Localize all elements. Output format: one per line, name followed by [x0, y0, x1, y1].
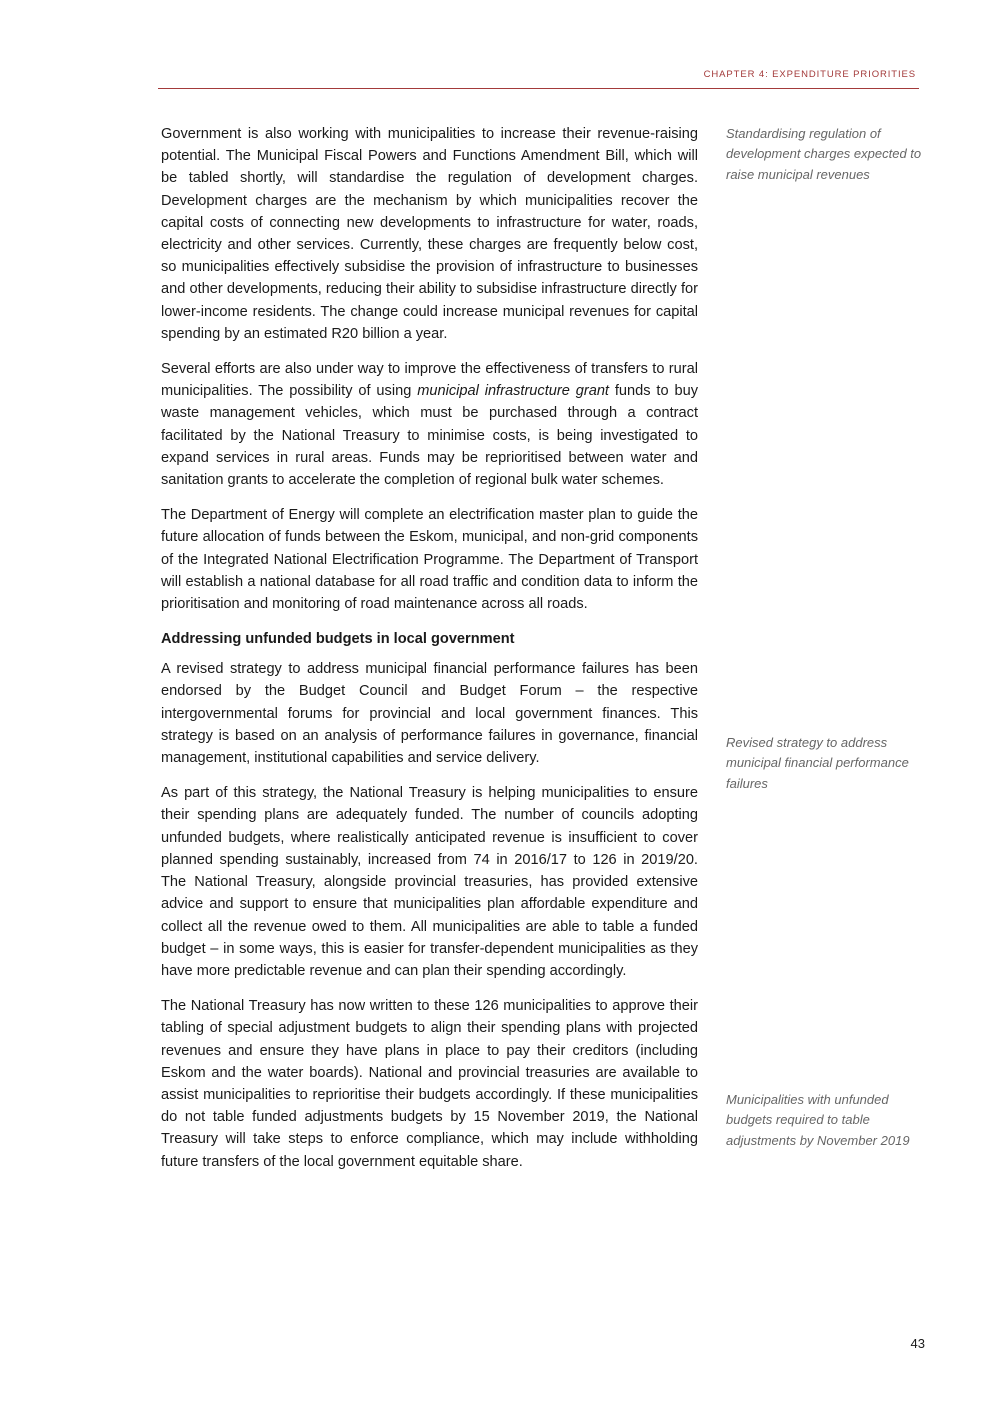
- main-column: [161, 123, 698, 1186]
- paragraph-rural-transfers: [161, 358, 698, 491]
- section-heading: Addressing unfunded budgets in local government: [161, 631, 515, 648]
- paragraph-unfunded-budgets: As part of this strategy, the National Treasury is helping municipalities to ensure their spending plans are adequately funded. The number of councils adopting unfunded budgets, where realistically anticipated revenue is insufficient to cover planned spending sustainably, increased from 74 in 2016/17 to 126 in 2019/20. The National Treasury, alongside provincial treasuries, has provided extensive advice and support to ensure that municipalities plan affordable expenditure and collect all the revenue owed to them. All municipalities are able to table a funded budget – in some ways, this is easier for transfer-dependent municipalities as they have more predictable revenue and can plan their spending accordingly.: [161, 785, 698, 979]
- paragraph-development-charges: Government is also working with municipalities to increase their revenue-raising potential. The Municipal Fiscal Powers and Functions Amendment Bill, which will be tabled shortly, will standardise the regulation of development charges. Development charges are the mechanism by which municipalities recover the capital costs of connecting new developments to infrastructure for water, roads, electricity and other services. Currently, these charges are frequently below cost, so municipalities effectively subsidise the provision of infrastructure to businesses and other developments, reducing their ability to subsidise infrastructure directly for lower-income residents. The change could increase municipal revenues for capital spending by an estimated R20 billion a year.: [161, 126, 698, 342]
- running-head: CHAPTER 4: EXPENDITURE PRIORITIES: [703, 69, 916, 80]
- paragraph-rural-transfers-text-2: funds to buy waste management vehicles, which must be purchased through a contract facilitated by the National Treasury to minimise costs, is being investigated to expand services in rural areas. Funds may be reprioritised between water and sanitation grants to accelerate the completion of regional bulk water schemes.: [161, 383, 698, 489]
- sidenote-unfunded-budgets: Municipalities with unfunded budgets required to table adjustments by November 2019: [726, 1092, 910, 1148]
- grant-name-italic: municipal infrastructure grant: [417, 383, 609, 400]
- paragraph-rural-transfers-text-1: Several efforts are also under way to improve the effectiveness of transfers to rural municipalities. The possibility of using: [161, 361, 698, 400]
- paragraph-adjustment-budgets: The National Treasury has now written to these 126 municipalities to approve their tabling of special adjustment budgets to align their spending plans with projected revenues and ensure they have plans in place to pay their creditors (including Eskom and the water boards). National and provincial treasuries are available to assist municipalities to reprioritise their budgets accordingly. If these municipalities do not table funded adjustments budgets by 15 November 2019, the National Treasury will take steps to enforce compliance, which may include withholding future transfers of the local government equitable share.: [161, 998, 698, 1170]
- page-number: 43: [910, 1336, 925, 1351]
- sidenote-development-charges: Standardising regulation of development charges expected to raise municipal revenues: [726, 126, 922, 182]
- sidenote-revised-strategy: Revised strategy to address municipal financial performance failures: [726, 735, 909, 791]
- paragraph-electrification: The Department of Energy will complete an electrification master plan to guide the future allocation of funds between the Eskom, municipal, and non-grid components of the Integrated National Electrification Programme. The Department of Transport will establish a national database for all road traffic and condition data to inform the prioritisation and monitoring of road maintenance across all roads.: [161, 507, 698, 613]
- paragraph-revised-strategy: A revised strategy to address municipal financial performance failures has been endorsed by the Budget Council and Budget Forum – the respective intergovernmental forums for provincial and local government finances. This strategy is based on an analysis of performance failures in governance, financial management, institutional capabilities and service delivery.: [161, 661, 698, 767]
- header-rule: [158, 88, 919, 89]
